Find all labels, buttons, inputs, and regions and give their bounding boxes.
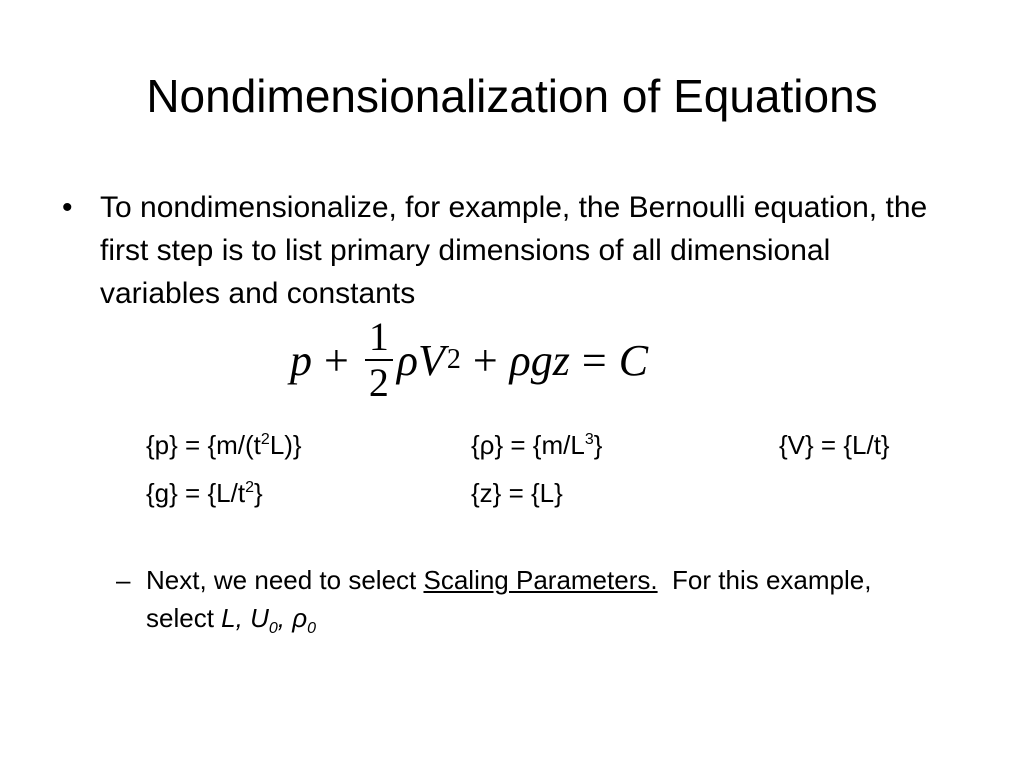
- equation-c: C: [618, 335, 649, 385]
- equation-rho: ρ: [396, 335, 418, 385]
- equation-plus: +: [472, 335, 498, 385]
- bernoulli-equation: [290, 310, 648, 410]
- equation-g: g: [530, 335, 553, 385]
- equation-equals: =: [581, 335, 607, 385]
- dimension-z: {z} = {L}: [471, 478, 563, 508]
- dimension-p-rhs: L)}: [269, 430, 302, 460]
- equation-fraction: [365, 315, 393, 405]
- sub-bullet-middle: For this example, select: [146, 565, 879, 633]
- equation-rho: ρ: [509, 335, 531, 385]
- dimension-rho: [471, 428, 602, 462]
- dimension-rho-lhs: {ρ} = {m/L: [471, 430, 585, 460]
- equation-p: p: [290, 335, 312, 385]
- param-u: U: [250, 603, 269, 633]
- param-rho: ρ: [292, 603, 308, 633]
- dimension-rho-rhs: }: [593, 430, 603, 460]
- equation-plus: +: [324, 335, 349, 385]
- fraction-numerator: 1: [365, 315, 393, 361]
- dimension-g-rhs: }: [253, 478, 263, 508]
- dimension-p: [146, 428, 302, 462]
- dimension-g: [146, 476, 263, 510]
- dimension-g-exponent: 2: [245, 479, 254, 496]
- dimension-p-exponent: 2: [260, 431, 270, 448]
- sub-bullet-prefix: Next, we need to select: [146, 565, 424, 595]
- dimension-rho-exponent: 3: [584, 431, 594, 448]
- sub-bullet-item: [116, 561, 936, 637]
- param-rho-subscript: 0: [307, 620, 317, 637]
- bullet-item: [62, 186, 962, 315]
- dimension-g-lhs: {g} = {L/t: [146, 478, 246, 508]
- param-u-subscript: 0: [268, 620, 278, 637]
- param-comma: ,: [277, 603, 285, 633]
- slide-title: Nondimensionalization of Equations: [146, 70, 878, 122]
- equation-v-exponent: 2: [446, 344, 461, 375]
- dash-bullet-icon: –: [116, 565, 131, 595]
- fraction-denominator: 2: [368, 360, 389, 405]
- scaling-parameters-text: Scaling Parameters.: [423, 565, 658, 595]
- sub-bullet-text: [146, 561, 926, 637]
- equation-v: V: [417, 335, 445, 385]
- dimension-p-lhs: {p} = {m/(t: [146, 430, 261, 460]
- param-l: L,: [221, 603, 243, 633]
- bullet-dot-icon: •: [62, 191, 73, 224]
- dimension-v: {V} = {L/t}: [779, 430, 890, 460]
- bullet-text: To nondimensionalize, for example, the Bernoulli equation, the first step is to list primary dimensions of all dimensional variables and constants: [100, 191, 928, 310]
- equation-z: z: [552, 335, 570, 385]
